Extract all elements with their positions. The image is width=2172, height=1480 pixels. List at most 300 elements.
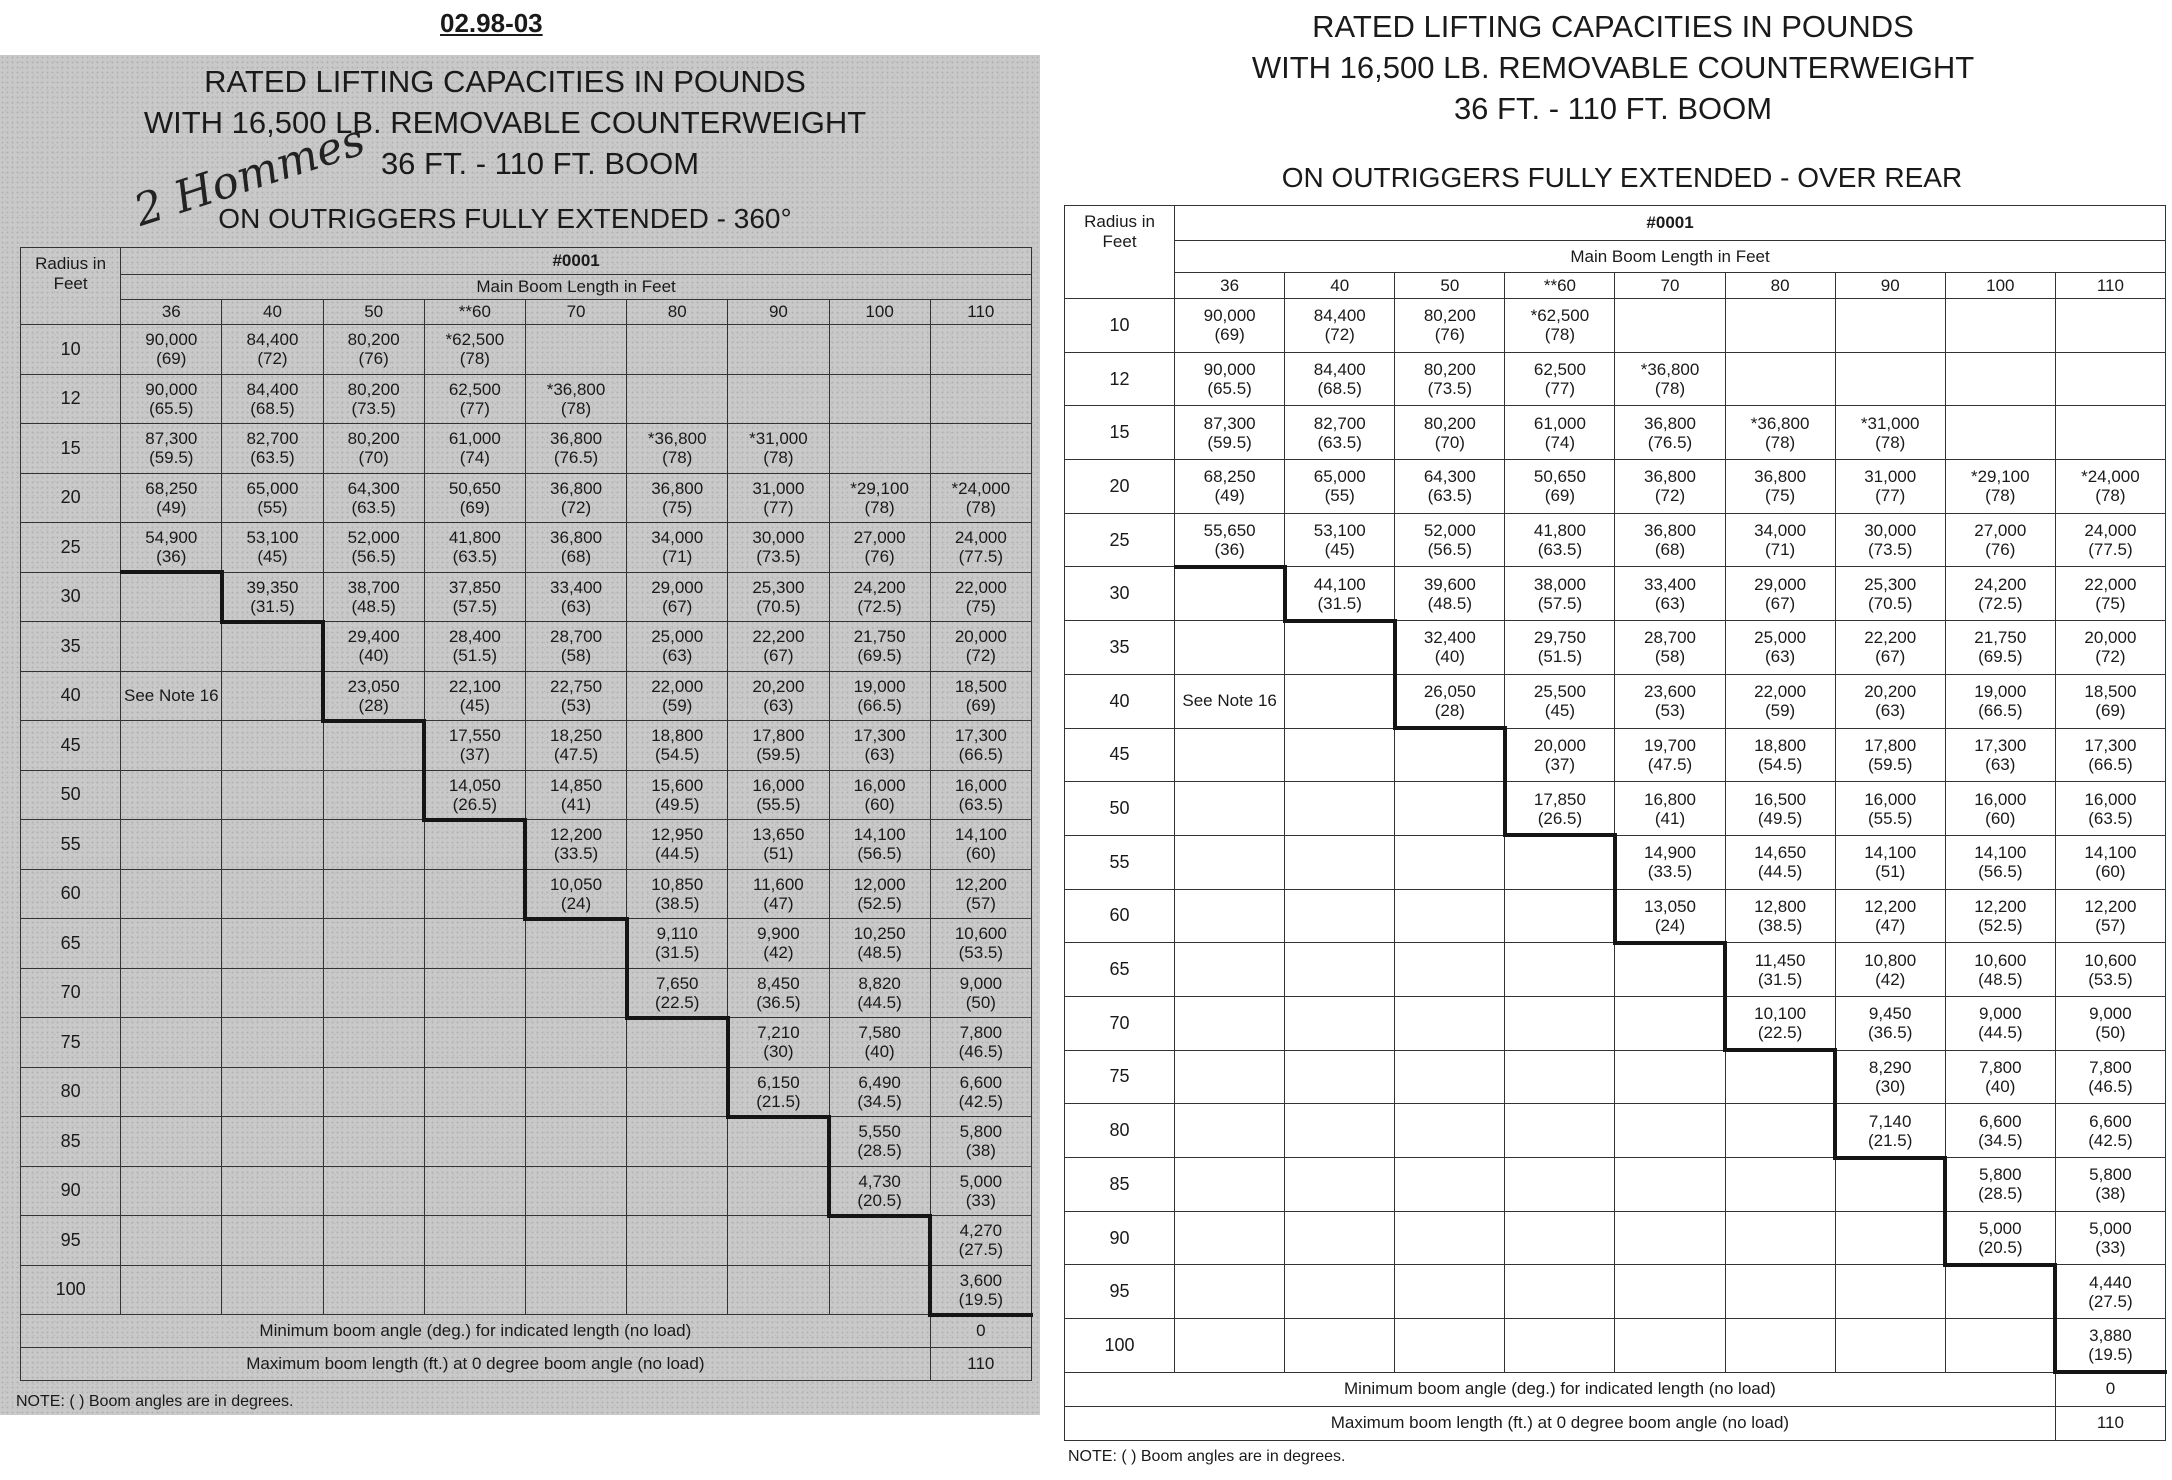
boom-angle: (42) (1875, 969, 1906, 989)
radius-cell: 60 (1065, 889, 1175, 943)
radius-cell: 55 (1065, 835, 1175, 889)
capacity-value: 36,800 (1644, 521, 1697, 541)
capacity-cell (424, 919, 525, 969)
capacity-cell (1835, 460, 1945, 514)
boom-length-header: 36 (1175, 273, 1285, 299)
capacity-cell (1615, 460, 1725, 514)
boom-angle: (58) (1654, 647, 1686, 667)
capacity-cell (525, 325, 626, 375)
capacity-value: 30,000 (752, 528, 805, 548)
capacity-cell (323, 919, 424, 969)
boom-angle: (38.5) (1757, 915, 1803, 935)
capacity-boundary (1944, 1263, 2056, 1267)
boom-angle: (63) (1985, 754, 2016, 774)
capacity-value: 5,000 (2089, 1219, 2132, 1239)
boom-angle: (31.5) (655, 943, 700, 963)
capacity-cell (728, 1067, 829, 1117)
capacity-value: 36,800 (1644, 467, 1697, 487)
header-row-serial (1065, 206, 2166, 241)
capacity-cell (1725, 406, 1835, 460)
boom-angle: (55) (257, 497, 288, 517)
capacity-cell (1835, 943, 1945, 997)
capacity-boundary (1613, 833, 1617, 944)
capacity-cell (525, 721, 626, 771)
boom-angle: (36) (1214, 540, 1245, 560)
capacity-cell (1285, 943, 1395, 997)
capacity-cell (1725, 621, 1835, 675)
capacity-value: 12,200 (954, 874, 1007, 894)
capacity-cell (1395, 406, 1505, 460)
capacity-cell (1285, 299, 1395, 353)
capacity-cell (121, 374, 222, 424)
radius-cell: 80 (21, 1067, 121, 1117)
capacity-cell (1835, 728, 1945, 782)
capacity-value: 68,250 (1203, 467, 1256, 487)
boom-angle: (56.5) (857, 844, 902, 864)
capacity-value: 14,900 (1644, 843, 1697, 863)
boom-angle: (45) (257, 547, 288, 567)
boom-angle: (60) (1985, 808, 2016, 828)
boom-angle: (45) (459, 695, 490, 715)
boom-angle: (36.5) (1867, 1023, 1913, 1043)
capacity-value: 34,000 (1754, 521, 1807, 541)
capacity-value: 29,000 (651, 577, 704, 597)
capacity-cell (525, 968, 626, 1018)
boom-angle: (78) (1985, 486, 2016, 506)
max-length-label: Maximum boom length (ft.) at 0 degree boom angle (no load) (1065, 1406, 2056, 1440)
boom-angle: (77) (459, 398, 490, 418)
capacity-value: 10,600 (1974, 950, 2027, 970)
capacity-value: 80,200 (347, 379, 400, 399)
boom-angle: (60) (864, 794, 895, 814)
radius-cell: 65 (1065, 943, 1175, 997)
capacity-cell (222, 1018, 323, 1068)
capacity-cell (1835, 889, 1945, 943)
capacity-cell (1725, 835, 1835, 889)
capacity-cell (1615, 728, 1725, 782)
capacity-value: 4,730 (858, 1171, 901, 1191)
table-row (1065, 1265, 2166, 1319)
capacity-cell (323, 1166, 424, 1216)
capacity-cell (1725, 943, 1835, 997)
capacity-boundary (423, 818, 526, 822)
capacity-cell (829, 622, 930, 672)
capacity-value: 10,050 (550, 874, 603, 894)
boom-angle: (30) (1875, 1076, 1906, 1096)
capacity-cell (1395, 1158, 1505, 1212)
capacity-cell (1505, 567, 1615, 621)
capacity-cell (1285, 1158, 1395, 1212)
capacity-cell (627, 671, 728, 721)
table-row (1065, 1211, 2166, 1265)
radius-cell: 50 (21, 770, 121, 820)
capacity-cell (121, 671, 222, 721)
capacity-value: 22,000 (1754, 682, 1807, 702)
capacity-cell (424, 671, 525, 721)
capacity-cell (323, 1265, 424, 1315)
capacity-cell (1395, 1319, 1505, 1373)
capacity-cell (121, 1067, 222, 1117)
chart-panel-over-rear (1060, 0, 2172, 1480)
capacity-cell (1395, 943, 1505, 997)
capacity-value: 61,000 (1533, 413, 1586, 433)
capacity-cell (222, 325, 323, 375)
radius-cell: 100 (21, 1265, 121, 1315)
capacity-cell (525, 671, 626, 721)
boom-angle: (36) (156, 547, 187, 567)
capacity-cell (1945, 1050, 2055, 1104)
capacity-value: 16,000 (752, 775, 805, 795)
radius-cell: 10 (1065, 299, 1175, 353)
capacity-cell (930, 572, 1031, 622)
capacity-cell (728, 1117, 829, 1167)
boom-angle: (66.5) (958, 745, 1004, 765)
capacity-value: 87,300 (145, 429, 198, 449)
radius-header: Radius in Feet (1065, 206, 1175, 299)
boom-length-header: 90 (728, 300, 829, 325)
boom-angle: (59.5) (1867, 754, 1913, 774)
table-row (21, 1018, 1032, 1068)
capacity-value: 12,000 (853, 874, 906, 894)
boom-angle: (63) (763, 695, 794, 715)
capacity-cell (930, 671, 1031, 721)
radius-cell: 80 (1065, 1104, 1175, 1158)
boom-angle: (67) (1764, 593, 1796, 613)
boom-length-header: 70 (1615, 273, 1725, 299)
capacity-boundary (2054, 1370, 2166, 1374)
capacity-cell (829, 869, 930, 919)
header-row-serial (21, 248, 1032, 275)
capacity-boundary (928, 1214, 932, 1317)
boom-angle: (57.5) (452, 596, 498, 616)
capacity-cell (2055, 1265, 2165, 1319)
boom-angle: (44.5) (857, 992, 902, 1012)
capacity-cell (1395, 674, 1505, 728)
boom-length-header: **60 (1505, 273, 1615, 299)
capacity-cell (222, 869, 323, 919)
capacity-value: 80,200 (1423, 413, 1476, 433)
capacity-boundary (727, 1115, 830, 1119)
capacity-value: 20,200 (1864, 682, 1917, 702)
capacity-cell (424, 869, 525, 919)
capacity-cell (323, 1216, 424, 1266)
boom-angle: (69) (459, 497, 490, 517)
capacity-value: 10,850 (651, 874, 704, 894)
capacity-cell (627, 770, 728, 820)
boom-angle: (19.5) (2088, 1345, 2133, 1365)
boom-angle: (72.5) (1978, 593, 2023, 613)
table-row (1065, 513, 2166, 567)
boom-angle: (58) (560, 646, 592, 666)
boom-angle: (47) (763, 893, 794, 913)
capacity-cell (1835, 835, 1945, 889)
boom-angle: (50) (2095, 1023, 2126, 1043)
boom-angle: (77.5) (2088, 540, 2133, 560)
boom-angle: (52.5) (857, 893, 902, 913)
boom-angle: (72) (1654, 486, 1686, 506)
capacity-value: 5,550 (858, 1122, 901, 1142)
capacity-cell (1505, 835, 1615, 889)
capacity-cell (424, 721, 525, 771)
boom-angle: (51) (1875, 862, 1906, 882)
radius-cell: 15 (1065, 406, 1175, 460)
capacity-value: 9,900 (757, 924, 800, 944)
capacity-cell (1945, 943, 2055, 997)
title-line-2: WITH 16,500 LB. REMOVABLE COUNTERWEIGHT (143, 105, 867, 140)
capacity-value: 14,100 (2084, 843, 2137, 863)
capacity-cell (1175, 352, 1285, 406)
capacity-cell (1835, 1158, 1945, 1212)
capacity-cell (1505, 943, 1615, 997)
boom-angle: (60) (965, 844, 996, 864)
capacity-cell (222, 523, 323, 573)
capacity-value: 6,600 (959, 1072, 1003, 1092)
capacity-value: 20,200 (752, 676, 805, 696)
capacity-cell (424, 1018, 525, 1068)
boom-angle: (22.5) (655, 992, 700, 1012)
boom-angle: (49.5) (1757, 808, 1803, 828)
capacity-value: 31,000 (752, 478, 805, 498)
capacity-cell (1945, 406, 2055, 460)
boom-angle: (65.5) (1207, 379, 1252, 399)
capacity-cell (424, 523, 525, 573)
capacity-cell (930, 473, 1031, 523)
capacity-cell (222, 374, 323, 424)
capacity-cell (222, 770, 323, 820)
capacity-boundary (1503, 726, 1507, 837)
capacity-cell (1395, 460, 1505, 514)
boom-angle: (42.5) (958, 1091, 1004, 1111)
capacity-cell (525, 622, 626, 672)
capacity-value: 14,100 (954, 825, 1007, 845)
boom-angle: (69) (1214, 325, 1245, 345)
capacity-cell (2055, 674, 2165, 728)
boom-angle: (63) (1875, 701, 1906, 721)
capacity-value: 80,200 (1423, 360, 1476, 380)
capacity-cell (323, 473, 424, 523)
capacity-cell (1615, 352, 1725, 406)
boom-angle: (70.5) (756, 596, 801, 616)
capacity-value: 62,500 (448, 379, 501, 399)
capacity-value: 9,000 (959, 973, 1003, 993)
radius-cell: 55 (21, 820, 121, 870)
capacity-value: 7,800 (2089, 1057, 2132, 1077)
capacity-value: 52,000 (347, 528, 400, 548)
boom-angle: (48.5) (857, 943, 902, 963)
capacity-cell (930, 1067, 1031, 1117)
boom-angle: (65.5) (149, 398, 194, 418)
capacity-value: 10,250 (853, 924, 906, 944)
boom-length-row (21, 300, 1032, 325)
boom-angle: (44.5) (1978, 1023, 2023, 1043)
capacity-value: 13,050 (1644, 896, 1697, 916)
capacity-cell (829, 572, 930, 622)
capacity-cell (323, 671, 424, 721)
boom-angle: (56.5) (351, 547, 396, 567)
chart-title (0, 61, 1040, 184)
capacity-cell (1615, 621, 1725, 675)
boom-angle: (27.5) (958, 1240, 1004, 1260)
capacity-value: 15,600 (651, 775, 704, 795)
capacity-cell (930, 721, 1031, 771)
radius-cell: 12 (1065, 352, 1175, 406)
capacity-value: *31,000 (749, 429, 808, 449)
capacity-cell (1505, 299, 1615, 353)
boom-angle: (76) (864, 547, 895, 567)
capacity-cell (1725, 299, 1835, 353)
capacity-value: 64,300 (1423, 467, 1476, 487)
boom-angle: (73.5) (1427, 379, 1473, 399)
capacity-cell (2055, 621, 2165, 675)
capacity-value: 14,650 (1754, 843, 1807, 863)
capacity-value: 53,100 (246, 528, 299, 548)
radius-header: Radius in Feet (21, 248, 121, 325)
capacity-value: 5,000 (1979, 1219, 2022, 1239)
capacity-cell (222, 1166, 323, 1216)
boom-length-header: 40 (1285, 273, 1395, 299)
capacity-cell (930, 374, 1031, 424)
capacity-value: 33,400 (1644, 574, 1697, 594)
boom-angle: (44.5) (655, 844, 700, 864)
boom-angle: (72) (1324, 325, 1355, 345)
boom-angle: (75) (965, 596, 996, 616)
capacity-cell (930, 523, 1031, 573)
capacity-value: 55,650 (1203, 521, 1256, 541)
capacity-cell (1395, 621, 1505, 675)
capacity-cell (1285, 996, 1395, 1050)
capacity-cell (728, 424, 829, 474)
capacity-cell (525, 1018, 626, 1068)
boom-angle: (21.5) (1867, 1130, 1913, 1150)
capacity-value: 7,580 (858, 1023, 901, 1043)
boom-angle: (40) (1985, 1076, 2016, 1096)
boom-length-header: 90 (1835, 273, 1945, 299)
capacity-table (1064, 205, 2166, 1441)
capacity-cell (1175, 1265, 1285, 1319)
capacity-value: 9,450 (1868, 1004, 1912, 1024)
capacity-cell (424, 968, 525, 1018)
boom-angle: (34.5) (857, 1091, 902, 1111)
boom-angle: (78) (965, 497, 996, 517)
capacity-value: 10,600 (2084, 950, 2137, 970)
boom-angle: (22.5) (1757, 1023, 1803, 1043)
boom-angle: (34.5) (1978, 1130, 2023, 1150)
capacity-cell (728, 919, 829, 969)
capacity-value: 90,000 (1203, 360, 1256, 380)
capacity-cell (2055, 299, 2165, 353)
table-row (1065, 996, 2166, 1050)
boom-angle: (77.5) (958, 547, 1004, 567)
boom-angle: (57.5) (1537, 593, 1583, 613)
boom-angle: (54.5) (1757, 754, 1803, 774)
boom-angle: (72) (2095, 647, 2126, 667)
capacity-value: 22,200 (1864, 628, 1917, 648)
capacity-cell (323, 622, 424, 672)
title-line-2: WITH 16,500 LB. REMOVABLE COUNTERWEIGHT (1251, 50, 1975, 85)
capacity-value: 26,050 (1423, 682, 1476, 702)
capacity-cell (1835, 996, 1945, 1050)
capacity-boundary (220, 570, 224, 624)
table-row (21, 1265, 1032, 1315)
capacity-cell (1945, 1319, 2055, 1373)
boom-angle: (33) (965, 1190, 996, 1210)
capacity-boundary (523, 818, 527, 921)
capacity-cell (2055, 835, 2165, 889)
boom-angle: (47) (1875, 915, 1906, 935)
capacity-cell (1395, 835, 1505, 889)
capacity-cell (424, 1216, 525, 1266)
radius-cell: 75 (21, 1018, 121, 1068)
boom-angle: (71) (1764, 540, 1796, 560)
capacity-cell (1285, 674, 1395, 728)
boom-angle: (19.5) (958, 1289, 1004, 1309)
boom-angle: (49) (1214, 486, 1245, 506)
boom-length-header: 50 (323, 300, 424, 325)
capacity-cell (1395, 1211, 1505, 1265)
boom-length-row (1065, 273, 2166, 299)
capacity-cell (2055, 513, 2165, 567)
capacity-cell (1285, 406, 1395, 460)
capacity-value: 80,200 (347, 330, 400, 350)
boom-angle: (77) (763, 497, 794, 517)
radius-cell: 70 (21, 968, 121, 1018)
boom-angle: (72) (965, 646, 996, 666)
capacity-cell (1835, 1104, 1945, 1158)
capacity-cell (525, 1067, 626, 1117)
capacity-value: 68,250 (145, 478, 198, 498)
capacity-cell (627, 473, 728, 523)
capacity-cell (222, 1117, 323, 1167)
capacity-cell (1395, 567, 1505, 621)
capacity-value: 13,650 (752, 825, 805, 845)
capacity-cell (424, 1067, 525, 1117)
boom-angle: (63.5) (2088, 808, 2133, 828)
boom-angle: (66.5) (2088, 754, 2133, 774)
capacity-value: 25,000 (1754, 628, 1807, 648)
boom-angle: (76) (1434, 325, 1465, 345)
capacity-cell (1175, 1158, 1285, 1212)
capacity-boundary (726, 1016, 730, 1119)
boom-angle: (78) (1764, 432, 1796, 452)
capacity-boundary (321, 620, 325, 723)
footer-row-max-length (1065, 1406, 2166, 1440)
capacity-value: 32,400 (1423, 628, 1476, 648)
boom-angle: (63.5) (250, 448, 295, 468)
capacity-value: 82,700 (246, 429, 299, 449)
capacity-cell (1395, 352, 1505, 406)
capacity-value: 12,200 (1974, 896, 2027, 916)
capacity-value: 50,650 (448, 478, 501, 498)
capacity-cell (627, 1018, 728, 1068)
capacity-value: 41,800 (1533, 521, 1586, 541)
capacity-cell (829, 968, 930, 1018)
capacity-value: 36,800 (1644, 413, 1697, 433)
capacity-value: 16,000 (1974, 789, 2027, 809)
capacity-cell (121, 869, 222, 919)
boom-length-header: 80 (627, 300, 728, 325)
capacity-cell (1945, 460, 2055, 514)
capacity-cell (2055, 406, 2165, 460)
boom-angle: (44.5) (1757, 862, 1803, 882)
capacity-boundary (2053, 1263, 2057, 1374)
capacity-value: 61,000 (448, 429, 501, 449)
boom-angle: (76.5) (553, 448, 599, 468)
table-row (1065, 352, 2166, 406)
capacity-boundary (221, 620, 324, 624)
capacity-boundary (929, 1313, 1032, 1317)
document-code: 02.98-03 (440, 8, 543, 38)
capacity-cell (424, 770, 525, 820)
